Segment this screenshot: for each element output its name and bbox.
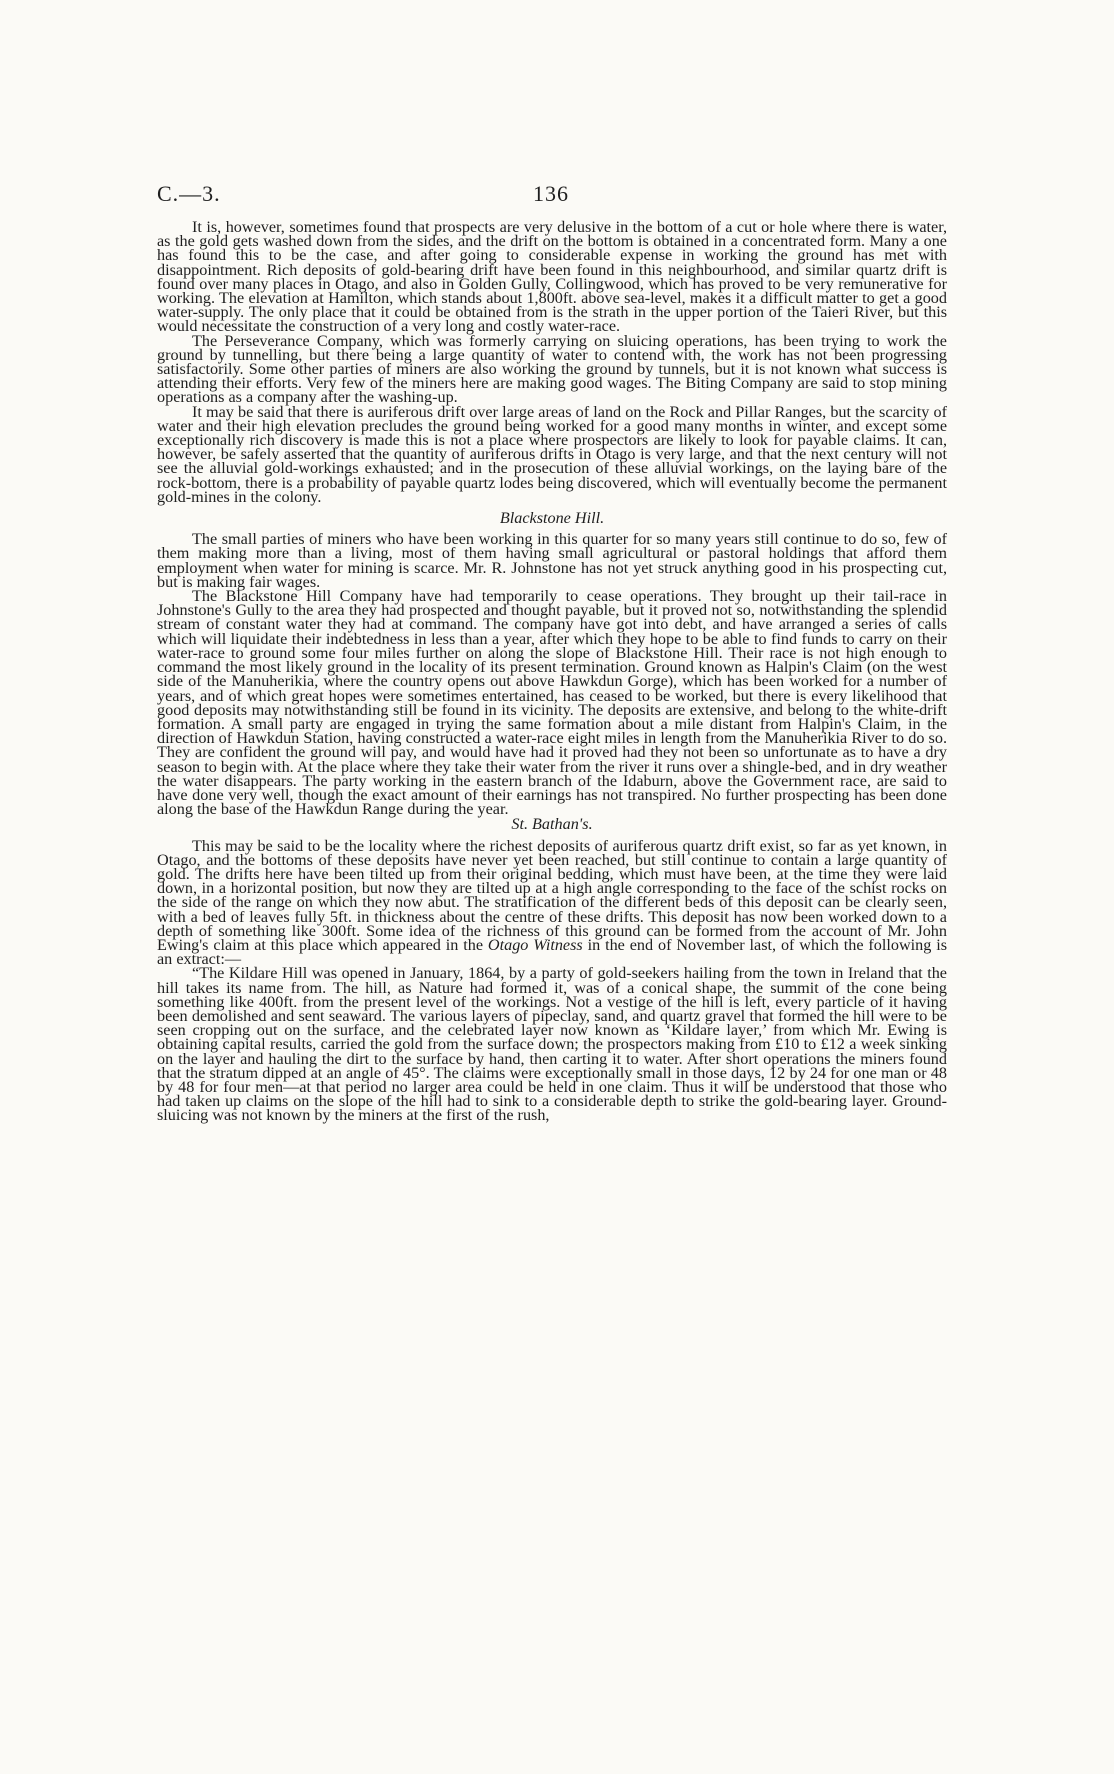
paragraph-small-parties: The small parties of miners who have been working in this quarter for so many years still continue to do so, few of them making more than a living, most of them having small agricultural or pastoral holdings that afford them employment when water for mining is scarce. Mr. R. Johnstone has not yet struck anything good in his prospecting cut, but is making fair wages. <box>157 530 947 591</box>
document-reference: C.—3. <box>157 181 221 206</box>
section-heading-blackstone-hill: Blackstone Hill. <box>499 509 605 528</box>
paragraph-blackstone-company: The Blackstone Hill Company have had temporarily to cease operations. They brought up their tail-race in Johnstone's Gully to the area they had prospected and thought payable, but it proved not so, notwithstanding the splendid stream of constant water they had at command. The company have got into debt, and have arranged a series of calls which will liquidate their indebtedness in less than a year, after which they hope to be able to find funds to carry on their water-race to ground some four miles further on along the slope of Blackstone Hill. Their race is not high enough to command the most likely ground in the locality of its present termination. Ground known as Halpin's Claim (on the west side of the Manuherikia, where the country opens out above Hawkdun Gorge), which has been worked for a number of years, and of which great hopes were sometimes entertained, has ceased to be worked, but there is every likelihood that good deposits may notwithstanding still be found in its vicinity. The deposits are extensive, and belong to the white-drift formation. A small party are engaged in trying the same formation about a mile distant from Halpin's Claim, in the direction of Hawkdun Station, having constructed a water-race eight miles in length from the Manuherikia River to do so. They are confident the ground will pay, and would have had it proved had they not been so unfortunate as to have a dry season to begin with. At the place where they take their water from the river it runs over a shingle-bed, and in dry weather the water disappears. The party working in the eastern branch of the Idaburn, above the Government race, are said to have done very well, though the exact amount of their earnings has not transpired. No further prospecting has been done along the base of the Hawkdun Range during the year. <box>157 587 947 819</box>
paragraph-richest-deposits <box>157 836 948 969</box>
page-header <box>157 181 947 211</box>
paragraph-prospects: It is, however, sometimes found that prospects are very delusive in the bottom of a cut or hole where there is water, as the gold gets washed down from the sides, and the drift on the bottom is obtained in a concentrated form. Many a one has found this to be the case, and after going to considerable expense in working the ground has met with disappointment. Rich deposits of gold-bearing drift have been found in this neighbourhood, and similar quartz drift is found over many places in Otago, and also in Golden Gully, Collingwood, which has proved to be very remunerative for working. The elevation at Hamilton, which stands about 1,800ft. above sea-level, makes it a difficult matter to get a good water-supply. The only place that it could be obtained from is the strath in the upper portion of the Taieri River, but this would necessitate the construction of a very long and costly water-race. <box>157 218 947 336</box>
page-body <box>157 220 947 1123</box>
paragraph-text: This may be said to be the locality where the richest deposits of auriferous quartz drift exist, so far as yet known, in Otago, and the bottoms of these deposits have never yet been reached, but still continue to contain a large quantity of gold. The drifts here have been tilted up from their original bedding, which must have been, at the time they were laid down, in a horizontal position, but now they are tilted up at a high angle corresponding to the face of the schist rocks on the side of the range on which they now abut. The stratification of the different beds of this deposit can be clearly seen, with a bed of leaves fully 5ft. in thickness about the centre of these drifts. This deposit has now been worked down to a depth of something like 300ft. Some idea of the richness of this ground can be formed from the account of Mr. John Ewing's claim at this place which appeared in the <box>157 836 947 954</box>
section-heading-st-bathans: St. Bathan's. <box>511 815 593 834</box>
paragraph-text-end: in the end of November last, of which the following is an extract:— <box>157 935 948 969</box>
newspaper-title: Otago Witness <box>487 935 583 954</box>
paragraph-kildare-hill-extract: “The Kildare Hill was opened in January, 1864, by a party of gold-seekers hailing from the town in Ireland that the hill takes its name from. The hill, as Nature had formed it, was of a conical shape, the summit of the cone being something like 400ft. from the present level of the workings. Not a vestige of the hill is left, every particle of it having been demolished and sent seaward. The various layers of pipeclay, sand, and quartz gravel that formed the hill were to be seen cropping out on the surface, and the celebrated layer now known as ‘Kildare layer,’ from which Mr. Ewing is obtaining capital results, carried the gold from the surface down; the prospectors making from £10 to £12 a week sinking on the layer and hauling the dirt to the surface by hand, then carting it to water. After short operations the miners found that the stratum dipped at an angle of 45°. The claims were exceptionally small in those days, 12 by 24 for one man or 48 by 48 for four men—at that period no larger area could be held in one claim. Thus it will be understood that those who had taken up claims on the slope of the hill had to sink to a considerable depth to strike the gold-bearing layer. Ground-sluicing was not known by the miners at the first of the rush, <box>157 964 947 1125</box>
paragraph-perseverance: The Perseverance Company, which was formerly carrying on sluicing operations, has been trying to work the ground by tunnelling, but there being a large quantity of water to contend with, the work has not been progressing satisfactorily. Some other parties of miners are also working the ground by tunnels, but it is not known what success is attending their efforts. Very few of the miners here are making good wages. The Biting Company are said to stop mining operations as a company after the washing-up. <box>157 331 947 407</box>
paragraph-rock-and-pillar: It may be said that there is auriferous drift over large areas of land on the Rock and Pillar Ranges, but the scarcity of water and their high elevation precludes the ground being worked for a good many months in winter, and except some exceptionally rich discovery is made this is not a place where prospectors are likely to look for payable claims. It can, however, be safely asserted that the quantity of auriferous drifts in Otago is very large, and that the next century will not see the alluvial gold-workings exhausted; and in the prosecution of these alluvial workings, on the laying bare of the rock-bottom, there is a probability of payable quartz lodes being discovered, which will eventually become the permanent gold-mines in the colony. <box>157 402 947 506</box>
page-number: 136 <box>533 181 569 206</box>
